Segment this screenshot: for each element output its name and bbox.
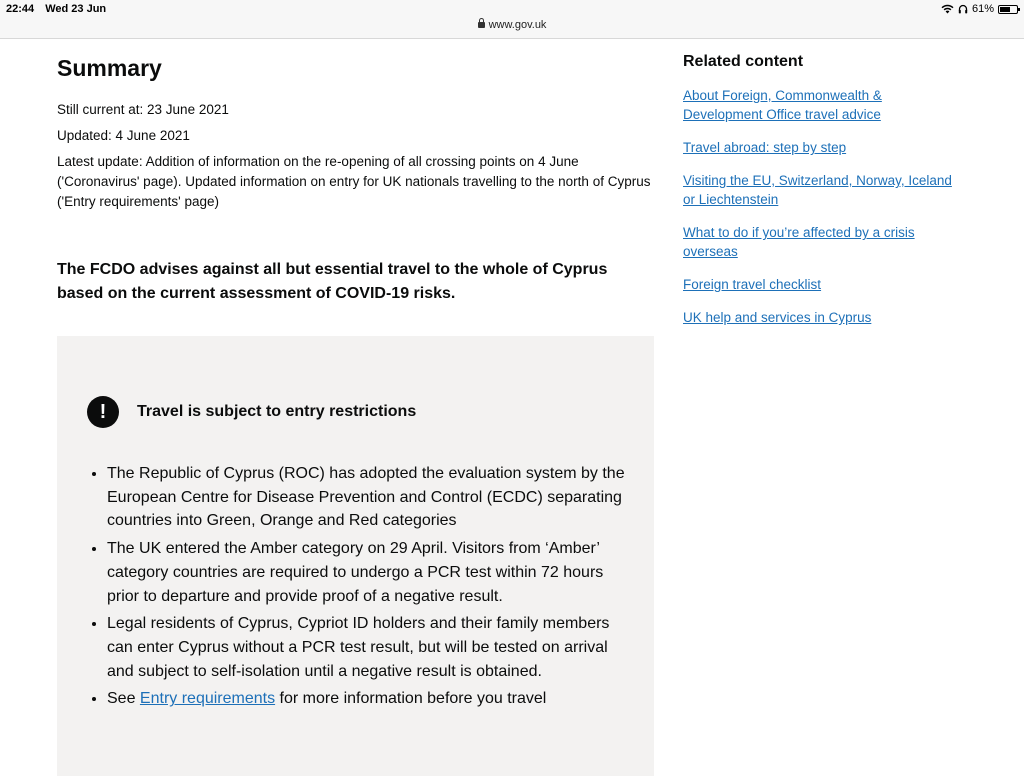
related-link-crisis-overseas[interactable]: What to do if you’re affected by a crisis overseas [683,225,915,259]
entry-restrictions-callout [57,336,654,776]
lock-icon [478,22,485,28]
status-time: 22:44 [6,3,35,15]
related-link-uk-help-cyprus[interactable]: UK help and services in Cyprus [683,310,872,325]
related-link-travel-abroad[interactable]: Travel abroad: step by step [683,140,847,155]
related-link-visiting-eu[interactable]: Visiting the EU, Switzerland, Norway, Iceland or Liechtenstein [683,173,952,207]
battery-icon [998,5,1018,14]
related-link-fcdo-advice[interactable]: About Foreign, Commonwealth & Development Office travel advice [683,88,882,122]
related-content-sidebar [683,52,953,341]
metadata [57,100,657,212]
battery-percent: 61% [971,3,994,15]
warning-icon: ! [87,396,119,428]
related-link-travel-checklist[interactable]: Foreign travel checklist [683,277,822,292]
latest-update: Latest update: Addition of information on the re-opening of all crossing points on 4 June ('Coronavirus' page). Updated information on entry for UK nationals travelling to the north of Cyprus ('Entry requirements' page) [57,154,651,209]
ios-status-bar [0,0,1024,39]
list-item: • The Republic of Cyprus (ROC) has adopted the evaluation system by the European Centre for Disease Prevention and Control (ECDC) separating countries into Green, Orange and Red categories [107,462,627,533]
address-bar[interactable] [0,19,1024,31]
list-item: • The UK entered the Amber category on 29 April. Visitors from ‘Amber’ category countries are required to undergo a PCR test within 72 hours prior to departure and provide proof of a negative result. [107,537,627,608]
restrictions-list [87,462,627,715]
status-indicators [941,3,1018,15]
time-date [6,3,114,15]
list-item: • Legal residents of Cyprus, Cypriot ID holders and their family members can enter Cyprus without a PCR test result, but will be tested on arrival and subject to self-isolation until a negative result is obtained. [107,612,627,683]
entry-requirements-link[interactable]: Entry requirements [139,690,276,708]
still-current: Still current at: 23 June 2021 [57,102,229,117]
list-item-prefix: See [107,690,136,708]
callout-header [87,396,416,428]
callout-title: Travel is subject to entry restrictions [137,403,417,420]
status-date: Wed 23 Jun [45,3,107,15]
headphones-icon [958,4,968,14]
wifi-icon [941,4,954,14]
related-content-heading: Related content [683,53,804,70]
page-title: Summary [57,55,162,81]
list-item-suffix: for more information before you travel [279,690,547,708]
url-text: www.gov.uk [488,19,547,31]
list-item [107,687,627,711]
travel-advice-statement: The FCDO advises against all but essential travel to the whole of Cyprus based on the current assessment of COVID-19 risks. [57,261,608,302]
main-content [57,54,657,306]
updated-date: Updated: 4 June 2021 [57,128,190,143]
